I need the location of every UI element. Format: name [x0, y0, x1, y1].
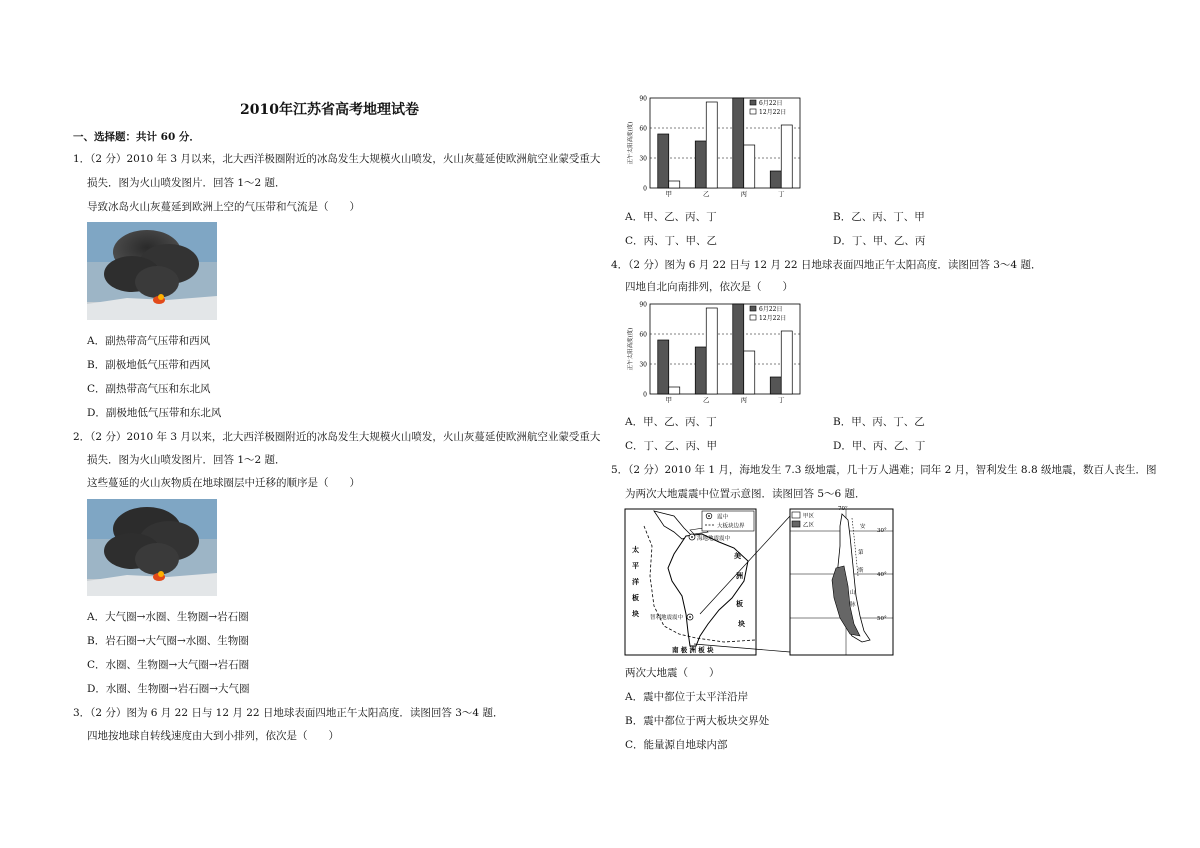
bar-dec22 — [706, 102, 717, 188]
legend-label: 12月22日 — [759, 315, 787, 322]
q3-option-a: A．甲、乙、丙、丁 — [625, 211, 717, 223]
bar-dec22 — [744, 351, 755, 394]
bar-dec22 — [744, 145, 755, 188]
andes-char-5: 脉 — [850, 602, 856, 608]
q5-stem-line2: 为两次大地震震中位置示意图．读图回答 5～6 题． — [625, 488, 866, 500]
andes-char-4: 山 — [850, 590, 856, 596]
y-tick-label: 30 — [639, 361, 647, 369]
lat-40-label: 40° — [877, 572, 887, 578]
q1-prompt: 导致冰岛火山灰蔓延到欧洲上空的气压带和气流是（ ） — [87, 201, 360, 213]
section-heading: 一、选择题：共计 60 分． — [73, 131, 200, 143]
haiti-epicenter-label: 海地地震震中 — [697, 536, 731, 542]
legend-epicenter-label: 震中 — [717, 514, 729, 521]
q3-option-b: B．乙、丙、丁、甲 — [833, 211, 925, 223]
legend-swatch — [750, 315, 756, 320]
q1-option-d: D．副极地低气压带和东北风 — [87, 407, 222, 419]
q2-option-a: A．大气圈→水圈、生物圈→岩石圈 — [87, 611, 249, 623]
lat-30-label: 30° — [877, 528, 887, 534]
bar-jun22 — [658, 340, 669, 394]
q1-option-a: A．副热带高气压带和西风 — [87, 335, 211, 347]
bar-dec22 — [706, 308, 717, 394]
volcano-photo-1 — [87, 222, 217, 320]
andes-char-2: 第 — [858, 550, 864, 556]
legend-label: 6月22日 — [759, 306, 783, 313]
bar-jun22 — [695, 347, 706, 394]
antarctic-plate-label: 南 极 洲 板 块 — [672, 646, 714, 654]
america-char-1: 美 — [734, 551, 741, 560]
page-title: 2010年江苏省高考地理试卷 — [240, 102, 419, 118]
bar-jun22 — [770, 377, 781, 394]
q3-stem-line1: 3．（2 分）图为 6 月 22 日与 12 月 22 日地球表面四地正午太阳高度．读图回答 3～4 题． — [73, 707, 504, 719]
pacific-char-1: 太 — [632, 545, 639, 554]
andes-char-1: 安 — [860, 524, 866, 530]
bar-dec22 — [669, 181, 680, 188]
y-tick-label: 60 — [639, 125, 647, 133]
q4-stem-line1: 4．（2 分）图为 6 月 22 日与 12 月 22 日地球表面四地正午太阳高度．读图回答 3～4 题． — [611, 259, 1042, 271]
legend-label: 12月22日 — [759, 109, 787, 116]
q3-option-c: C．丙、丁、甲、乙 — [625, 235, 718, 247]
x-tick-label: 丙 — [740, 190, 747, 198]
q4-option-b: B．甲、丙、丁、乙 — [833, 416, 925, 428]
x-tick-label: 甲 — [665, 190, 672, 198]
bar-jun22 — [658, 134, 669, 188]
q5-stem-line1: 5．（2 分）2010 年 1 月，海地发生 7.3 级地震，几十万人遇难；同年 2 月，智利发生 8.8 级地震，数百人丧生．图 — [611, 464, 1157, 476]
earthquake-map — [624, 506, 894, 658]
zone-a-legend-swatch — [792, 512, 800, 518]
x-tick-label: 甲 — [665, 396, 672, 404]
solar-altitude-chart-2 — [620, 298, 810, 408]
q4-option-c: C．丁、乙、丙、甲 — [625, 440, 718, 452]
pacific-char-4: 板 — [632, 593, 639, 602]
x-tick-label: 乙 — [703, 396, 710, 404]
q5-option-c: C．能量源自地球内部 — [625, 739, 728, 751]
y-tick-label: 0 — [643, 391, 647, 399]
q2-prompt: 这些蔓延的火山灰物质在地球圈层中迁移的顺序是（ ） — [87, 477, 360, 489]
zone-a-label: 甲区 — [803, 513, 815, 520]
q1-stem-line1: 1．（2 分）2010 年 3 月以来，北大西洋极圈附近的冰岛发生大规模火山喷发，火山灰蔓延使欧洲航空业蒙受重大 — [73, 153, 601, 165]
y-tick-label: 0 — [643, 185, 647, 193]
q2-option-b: B．岩石圈→大气圈→水圈、生物圈 — [87, 635, 249, 647]
legend-swatch — [750, 306, 756, 311]
q2-stem-line2: 损失．图为火山喷发图片．回答 1～2 题． — [87, 454, 286, 466]
america-char-2: 洲 — [736, 571, 743, 580]
q3-option-d: D．丁、甲、乙、丙 — [833, 235, 926, 247]
bar-jun22 — [695, 141, 706, 188]
lat-50-label: 50° — [877, 616, 887, 622]
bar-dec22 — [669, 387, 680, 394]
andes-char-3: 斯 — [858, 568, 864, 574]
zone-b-label: 乙区 — [803, 522, 815, 529]
bar-jun22 — [770, 171, 781, 188]
longitude-label: 70° — [838, 506, 848, 512]
y-tick-label: 90 — [639, 95, 647, 103]
bar-jun22 — [733, 304, 744, 394]
x-tick-label: 丁 — [778, 396, 785, 404]
q2-option-c: C．水圈、生物圈→大气圈→岩石圈 — [87, 659, 250, 671]
pacific-char-3: 洋 — [632, 577, 639, 586]
x-tick-label: 丙 — [740, 396, 747, 404]
x-tick-label: 乙 — [703, 190, 710, 198]
y-tick-label: 60 — [639, 331, 647, 339]
pacific-char-5: 块 — [632, 609, 639, 618]
america-char-3: 板 — [736, 599, 743, 608]
bar-dec22 — [781, 125, 792, 188]
solar-altitude-chart-1 — [620, 92, 810, 202]
q2-option-d: D．水圈、生物圈→岩石圈→大气圈 — [87, 683, 250, 695]
volcano-photo-2 — [87, 499, 217, 596]
q4-prompt: 四地自北向南排列，依次是（ ） — [625, 281, 793, 293]
pacific-char-2: 平 — [632, 561, 639, 570]
y-tick-label: 90 — [639, 301, 647, 309]
q1-option-b: B．副极地低气压带和西风 — [87, 359, 211, 371]
q1-option-c: C．副热带高气压和东北风 — [87, 383, 211, 395]
america-char-4: 块 — [738, 619, 745, 628]
q4-option-a: A．甲、乙、丙、丁 — [625, 416, 717, 428]
q5-option-b: B．震中都位于两大板块交界处 — [625, 715, 770, 727]
y-tick-label: 30 — [639, 155, 647, 163]
q2-stem-line1: 2．（2 分）2010 年 3 月以来，北大西洋极圈附近的冰岛发生大规模火山喷发，火山灰蔓延使欧洲航空业蒙受重大 — [73, 431, 601, 443]
legend-swatch — [750, 100, 756, 105]
legend-swatch — [750, 109, 756, 114]
y-axis-label: 正午太阳高度(度) — [628, 327, 634, 371]
q4-option-d: D．甲、丙、乙、丁 — [833, 440, 926, 452]
bar-dec22 — [781, 331, 792, 394]
q3-prompt: 四地按地球自转线速度由大到小排列，依次是（ ） — [87, 730, 339, 742]
zone-b-legend-swatch — [792, 521, 800, 527]
q1-stem-line2: 损失．图为火山喷发图片．回答 1～2 题． — [87, 177, 286, 189]
y-axis-label: 正午太阳高度(度) — [628, 121, 634, 165]
q5-prompt: 两次大地震（ ） — [625, 667, 720, 679]
legend-label: 6月22日 — [759, 100, 783, 107]
legend-boundary-label: 大板块边界 — [717, 523, 745, 530]
bar-jun22 — [733, 98, 744, 188]
q5-option-a: A．震中都位于太平洋沿岸 — [625, 691, 749, 703]
chile-epicenter-label: 智利地震震中 — [650, 615, 684, 621]
x-tick-label: 丁 — [778, 190, 785, 198]
